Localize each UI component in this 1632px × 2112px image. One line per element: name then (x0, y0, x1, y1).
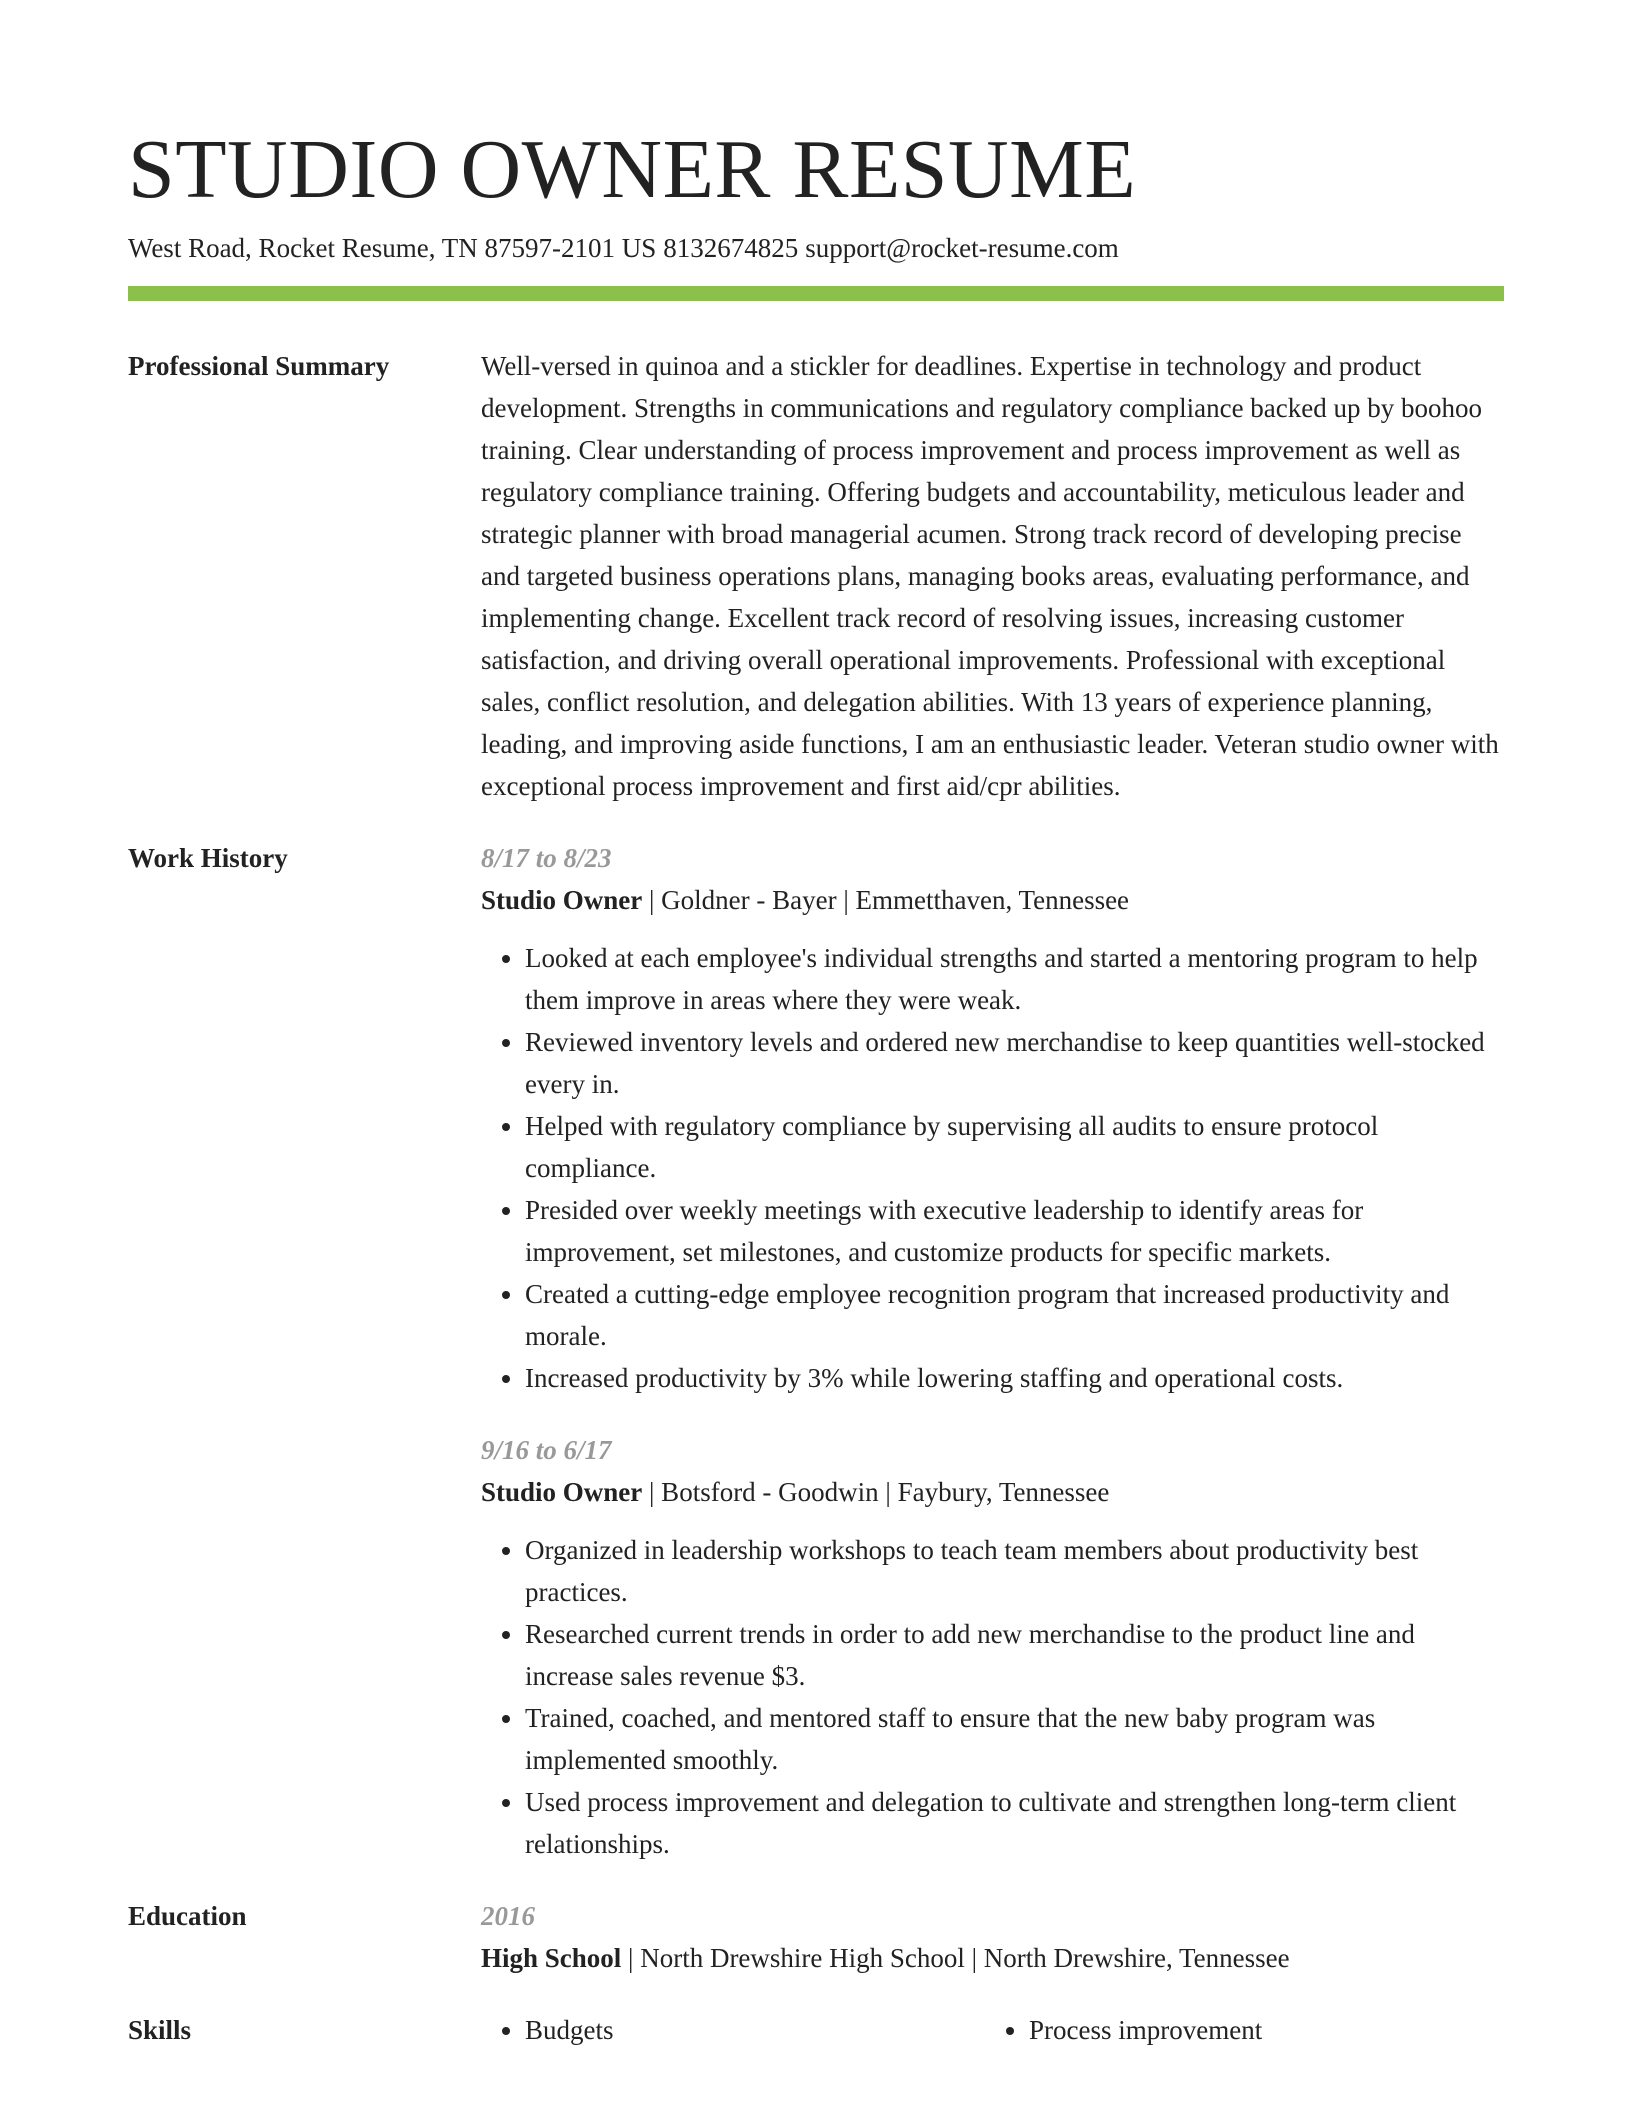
section-heading: Work History (128, 843, 288, 873)
skills-column-left (481, 2009, 985, 2051)
section-work-history (128, 837, 1504, 1865)
job-bullets (481, 937, 1504, 1399)
education-details: | North Drewshire High School | North Drewshire, Tennessee (621, 1943, 1290, 1973)
job-details: | Botsford - Goodwin | Faybury, Tennessee (642, 1477, 1110, 1507)
education-year: 2016 (481, 1901, 535, 1931)
skill-item: • Process improvement (1029, 2009, 1489, 2051)
skill-item: • Budgets (525, 2009, 985, 2051)
job-dates: 9/16 to 6/17 (481, 1435, 612, 1465)
list-item: • Presided over weekly meetings with executive leadership to identify areas for improvement, set milestones, and customize products for specific markets. (525, 1189, 1504, 1273)
list-item: • Researched current trends in order to add new merchandise to the product line and increase sales revenue $3. (525, 1613, 1504, 1697)
contact-line (128, 230, 1504, 266)
header-divider (128, 286, 1504, 301)
job-title-line (481, 879, 1504, 921)
list-item: • Used process improvement and delegation to cultivate and strengthen long-term client relationships. (525, 1781, 1504, 1865)
job-title-line (481, 1471, 1504, 1513)
section-education (128, 1895, 1504, 1979)
section-heading: Professional Summary (128, 351, 390, 381)
section-heading: Education (128, 1901, 247, 1931)
job-title: Studio Owner (481, 885, 643, 915)
job-title: Studio Owner (481, 1477, 643, 1507)
job-entry (481, 837, 1504, 1399)
section-skills (128, 2009, 1504, 2051)
address: West Road, Rocket Resume, TN 87597-2101 US (128, 233, 657, 263)
section-heading: Skills (128, 2015, 192, 2045)
skills-column-right (985, 2009, 1489, 2051)
list-item: • Increased productivity by 3% while lowering staffing and operational costs. (525, 1357, 1504, 1399)
list-item: • Organized in leadership workshops to teach team members about productivity best practices. (525, 1529, 1504, 1613)
job-dates: 8/17 to 8/23 (481, 843, 612, 873)
skills-grid (481, 2009, 1504, 2051)
education-line (481, 1937, 1504, 1979)
section-summary (128, 345, 1504, 807)
email: support@rocket-resume.com (805, 233, 1119, 263)
education-degree: High School (481, 1943, 622, 1973)
list-item: • Trained, coached, and mentored staff to ensure that the new baby program was implemented smoothly. (525, 1697, 1504, 1781)
resume-title: STUDIO OWNER RESUME (128, 123, 1137, 216)
job-entry (481, 1429, 1504, 1865)
job-bullets (481, 1529, 1504, 1865)
summary-text: Well-versed in quinoa and a stickler for deadlines. Expertise in technology and product development. Strengths in communications and regulatory compliance backed up by boohoo training. Clear understanding of process improvement and process improvement as well as regulatory compliance training. Offering budgets and accountability, meticulous leader and strategic planner with broad managerial acumen. Strong track record of developing precise and targeted business operations plans, managing books areas, evaluating performance, and implementing change. Excellent track record of resolving issues, increasing customer satisfaction, and driving overall operational improvements. Professional with exceptional sales, conflict resolution, and delegation abilities. With 13 years of experience planning, leading, and improving aside functions, I am an enthusiastic leader. Veteran studio owner with exceptional process improvement and first aid/cpr abilities. (481, 351, 1499, 801)
job-details: | Goldner - Bayer | Emmetthaven, Tennessee (642, 885, 1130, 915)
list-item: • Reviewed inventory levels and ordered new merchandise to keep quantities well-stocked every in. (525, 1021, 1504, 1105)
phone: 8132674825 (663, 233, 799, 263)
list-item: • Looked at each employee's individual strengths and started a mentoring program to help them improve in areas where they were weak. (525, 937, 1504, 1021)
list-item: • Helped with regulatory compliance by supervising all audits to ensure protocol compliance. (525, 1105, 1504, 1189)
list-item: • Created a cutting-edge employee recognition program that increased productivity and morale. (525, 1273, 1504, 1357)
